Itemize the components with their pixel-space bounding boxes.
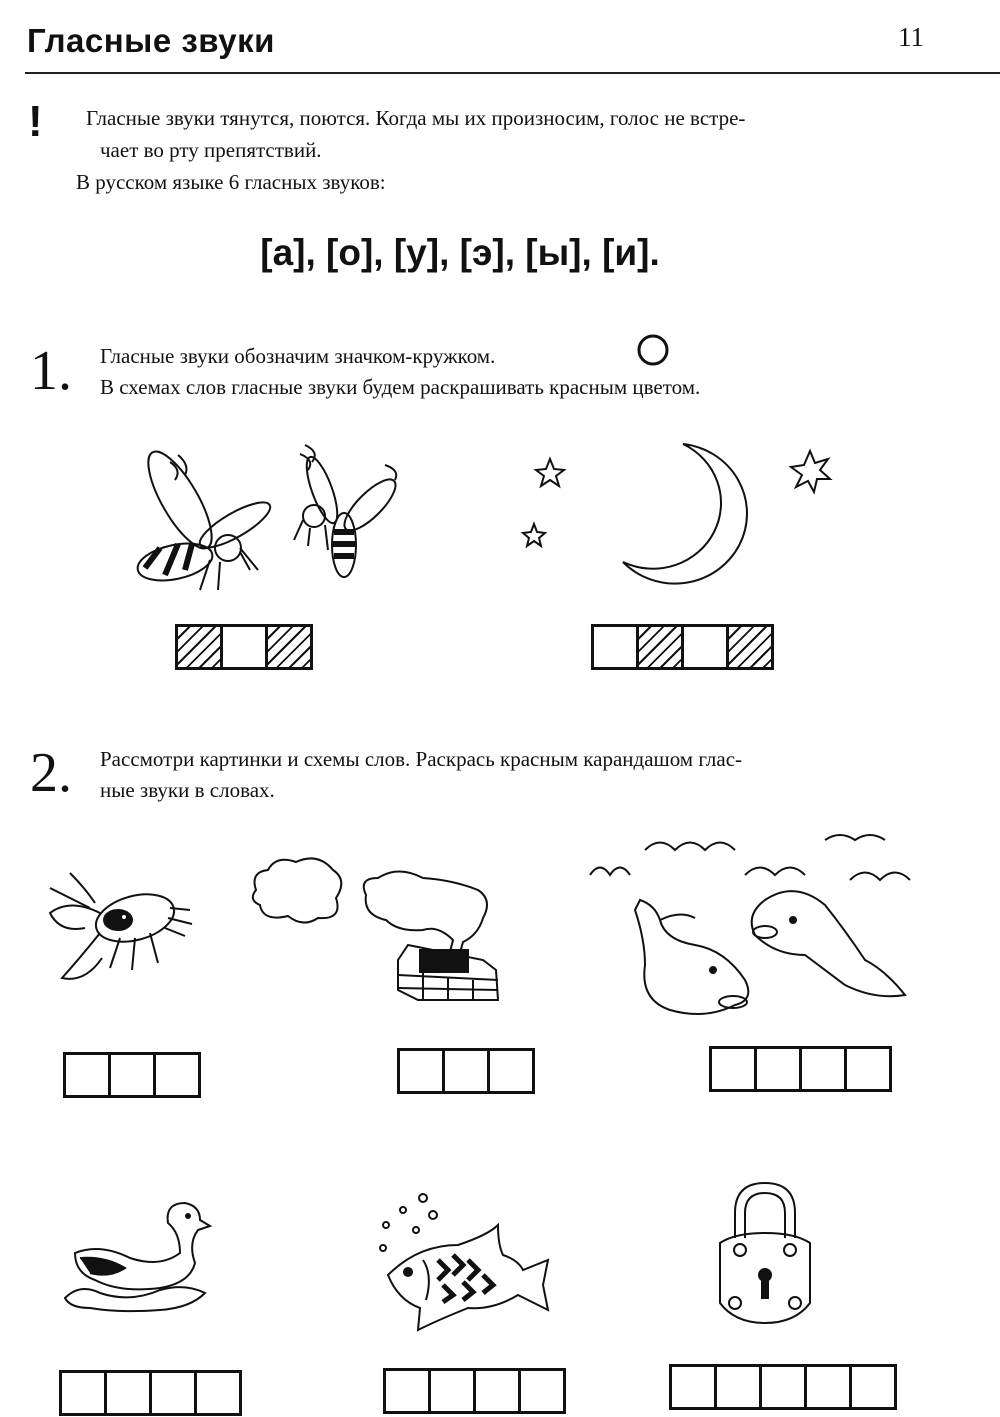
vowel-circle-icon bbox=[636, 333, 672, 369]
scheme-cell[interactable] bbox=[108, 1052, 156, 1098]
scheme-cell[interactable] bbox=[487, 1048, 535, 1094]
task-1-line-2: В схемах слов гласные звуки будем раскрашивать красным цветом. bbox=[100, 375, 701, 399]
scheme-cell-vowel[interactable] bbox=[726, 624, 774, 670]
page-number: 11 bbox=[898, 22, 924, 52]
task-2-number: 2. bbox=[30, 742, 72, 804]
task-1-number: 1. bbox=[30, 340, 72, 402]
scheme-cell[interactable] bbox=[383, 1368, 431, 1414]
scheme-lock bbox=[669, 1364, 897, 1410]
scheme-cell[interactable] bbox=[669, 1364, 717, 1410]
scheme-smoke bbox=[397, 1048, 535, 1094]
scheme-cell[interactable] bbox=[63, 1052, 111, 1098]
vowel-list: [а], [о], [у], [э], [ы], [и]. bbox=[260, 232, 660, 273]
scheme-cell[interactable] bbox=[844, 1046, 892, 1092]
scheme-cell[interactable] bbox=[59, 1370, 107, 1416]
scheme-moon bbox=[591, 624, 774, 670]
scheme-cell[interactable] bbox=[220, 624, 268, 670]
scheme-cell[interactable] bbox=[473, 1368, 521, 1414]
scheme-cell[interactable] bbox=[714, 1364, 762, 1410]
moon-picture bbox=[515, 438, 845, 588]
duck-picture bbox=[60, 1198, 220, 1313]
exclamation-icon: ! bbox=[28, 97, 43, 146]
scheme-cell[interactable] bbox=[849, 1364, 897, 1410]
scheme-cell[interactable] bbox=[518, 1368, 566, 1414]
task-2-line-2: ные звуки в словах. bbox=[100, 778, 275, 802]
scheme-cell[interactable] bbox=[759, 1364, 807, 1410]
rule-line-3: В русском языке 6 гласных звуков: bbox=[76, 170, 386, 194]
scheme-cell[interactable] bbox=[149, 1370, 197, 1416]
whales-picture bbox=[585, 830, 915, 1030]
header-divider bbox=[25, 72, 1000, 74]
scheme-cell[interactable] bbox=[591, 624, 639, 670]
task-2-line-1: Рассмотри картинки и схемы слов. Раскрась красным карандашом глас- bbox=[100, 747, 743, 771]
scheme-fish bbox=[383, 1368, 566, 1414]
scheme-cell[interactable] bbox=[428, 1368, 476, 1414]
crayfish-picture bbox=[40, 858, 200, 1008]
scheme-cell-vowel[interactable] bbox=[175, 624, 223, 670]
scheme-cell[interactable] bbox=[153, 1052, 201, 1098]
rule-line-2: чает во рту препятствий. bbox=[100, 138, 322, 162]
scheme-cell[interactable] bbox=[754, 1046, 802, 1092]
scheme-cell-vowel[interactable] bbox=[265, 624, 313, 670]
scheme-crayfish bbox=[63, 1052, 201, 1098]
page-title: Гласные звуки bbox=[27, 22, 275, 59]
scheme-cell[interactable] bbox=[397, 1048, 445, 1094]
wasps-picture bbox=[130, 440, 410, 600]
scheme-cell[interactable] bbox=[194, 1370, 242, 1416]
scheme-cell[interactable] bbox=[104, 1370, 152, 1416]
scheme-cell-vowel[interactable] bbox=[636, 624, 684, 670]
task-1-line-1: Гласные звуки обозначим значком-кружком. bbox=[100, 344, 496, 368]
lock-picture bbox=[715, 1178, 815, 1328]
scheme-whales bbox=[709, 1046, 892, 1092]
scheme-cell[interactable] bbox=[799, 1046, 847, 1092]
scheme-duck bbox=[59, 1370, 242, 1416]
scheme-cell[interactable] bbox=[709, 1046, 757, 1092]
rule-line-1: Гласные звуки тянутся, поются. Когда мы их произносим, голос не встре- bbox=[86, 106, 746, 130]
fish-picture bbox=[378, 1190, 553, 1335]
scheme-cell[interactable] bbox=[442, 1048, 490, 1094]
scheme-cell[interactable] bbox=[804, 1364, 852, 1410]
scheme-cell[interactable] bbox=[681, 624, 729, 670]
smoke-picture bbox=[248, 850, 498, 1010]
scheme-wasps bbox=[175, 624, 313, 670]
